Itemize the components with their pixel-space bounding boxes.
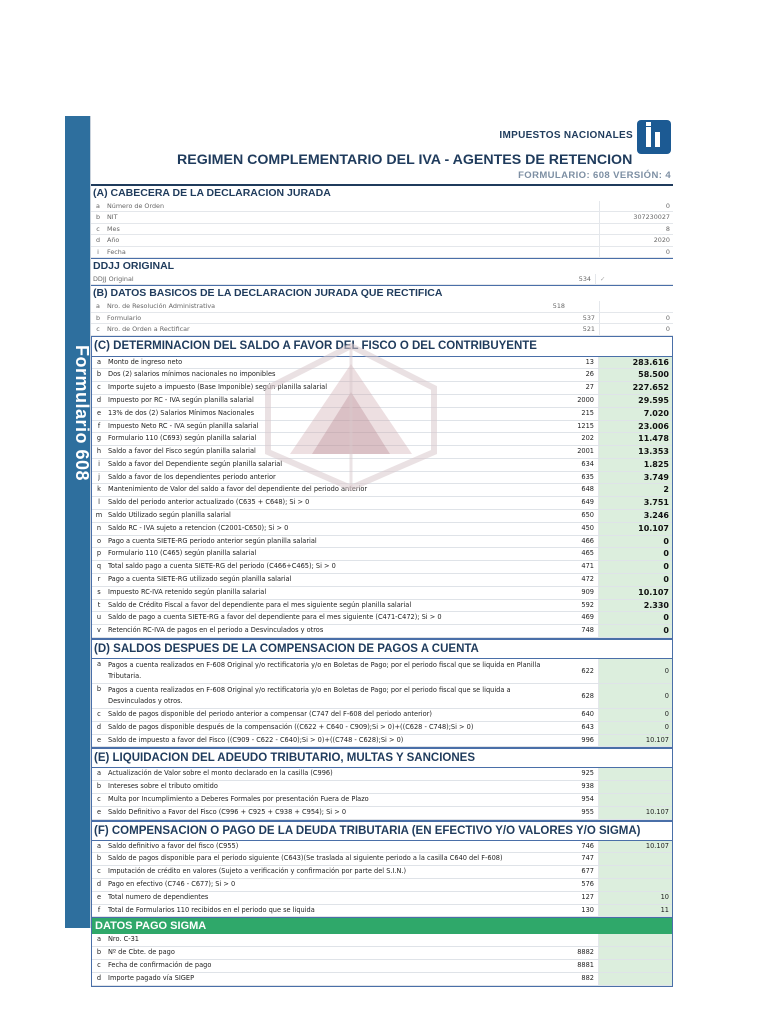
row-label: Impuesto RC-IVA retenido según planilla salarial <box>108 587 267 596</box>
row-letter: a <box>96 841 102 850</box>
section-c <box>91 336 673 640</box>
row-label: Número de Orden <box>107 202 165 210</box>
row-letter: a <box>96 660 102 669</box>
row-code: 127 <box>581 892 594 901</box>
row-label: Nro. de Resolución Administrativa <box>107 302 216 311</box>
table-row <box>92 934 672 947</box>
row-letter: j <box>98 472 100 481</box>
row-label: Dos (2) salarios mínimos nacionales no imponibles <box>108 370 276 379</box>
row-label: Total de Formularios 110 recibidos en el periodo que se liquida <box>108 905 315 914</box>
row-code: 466 <box>581 536 594 545</box>
row-label: Total saldo pago a cuenta SIETE-RG del periodo (C466+C465); Si > 0 <box>108 562 336 571</box>
row-value[interactable] <box>598 781 672 793</box>
row-label: Formulario 110 (C693) según planilla salarial <box>108 434 257 443</box>
row-value[interactable]: 0 <box>598 536 672 548</box>
brand-name: IMPUESTOS NACIONALES <box>499 130 633 141</box>
row-value[interactable]: 0 <box>598 574 672 586</box>
row-value[interactable]: 0 <box>598 548 672 560</box>
row-code: 576 <box>581 880 594 889</box>
row-label: Pagos a cuenta realizados en F-608 Original y/o rectificatoria y/o en Boletas de Pago; por el periodo fiscal que se liquida a Desvinculados y otros. <box>108 686 511 706</box>
row-label: Multa por Incumplimiento a Deberes Formales por presentación Fuera de Plazo <box>108 795 369 804</box>
row-letter: c <box>96 224 100 233</box>
table-row <box>92 973 672 986</box>
sidebar-band <box>65 116 90 928</box>
ddjj-title: DDJJ ORIGINAL <box>91 258 673 274</box>
row-code: 450 <box>581 523 594 532</box>
row-label: Nro. C-31 <box>108 935 139 944</box>
row-label: Saldo a favor del Fisco según planilla salarial <box>108 447 256 456</box>
row-letter: q <box>96 562 102 571</box>
row-code: 537 <box>582 313 595 322</box>
table-row <box>91 201 673 212</box>
row-label: Actualización de Valor sobre el monto declarado en la casilla (C996) <box>108 769 333 778</box>
row-letter: k <box>97 485 101 494</box>
section-a-title: (A) CABECERA DE LA DECLARACION JURADA <box>93 187 331 199</box>
row-label: Saldo a favor de los dependientes periodo anterior <box>108 472 276 481</box>
section-e <box>91 748 673 820</box>
row-code: 748 <box>581 626 594 635</box>
row-code: 8881 <box>577 961 594 969</box>
row-value[interactable]: 3.749 <box>598 472 672 484</box>
row-letter: b <box>96 948 102 957</box>
table-row <box>92 536 672 549</box>
row-code: 8882 <box>577 948 594 957</box>
row-letter: t <box>97 600 101 609</box>
row-code: 215 <box>581 408 594 417</box>
row-label: Mantenimiento de Valor del saldo a favor del dependiente del periodo anterior <box>108 485 368 494</box>
form-number-label: Formulario 608 <box>72 344 92 482</box>
row-label: Formulario <box>107 313 142 322</box>
row-value[interactable]: 10.107 <box>598 523 672 535</box>
row-letter: b <box>96 854 102 863</box>
table-row <box>92 574 672 587</box>
row-value[interactable]: 7.020 <box>598 408 672 420</box>
section-f <box>91 821 673 919</box>
row-label: Intereses sobre el tributo omitido <box>108 782 218 791</box>
row-value[interactable]: 11 <box>598 905 672 917</box>
table-row <box>92 357 672 370</box>
row-label: Saldo RC - IVA sujeto a retencion (C2001-C650); Si > 0 <box>108 523 289 532</box>
row-code: 469 <box>581 613 594 622</box>
row-code: 635 <box>581 472 594 481</box>
row-letter: l <box>98 498 100 507</box>
row-code <box>547 247 599 257</box>
row-value[interactable]: 0 <box>598 722 672 734</box>
table-row <box>92 659 672 684</box>
row-label: Mes <box>107 224 120 233</box>
table-row <box>91 313 673 324</box>
section-c-title: (C) DETERMINACION DEL SALDO A FAVOR DEL FISCO O DEL CONTRIBUYENTE <box>92 336 672 357</box>
row-code: 996 <box>581 735 594 744</box>
table-row <box>92 523 672 536</box>
row-code: 649 <box>581 498 594 507</box>
row-label: NIT <box>107 213 118 222</box>
table-row <box>92 905 672 918</box>
row-letter: f <box>97 421 101 430</box>
row-value[interactable]: 29.595 <box>598 395 672 407</box>
row-letter: a <box>96 302 100 311</box>
row-value[interactable] <box>598 973 672 985</box>
row-value[interactable]: 8 <box>599 224 673 234</box>
row-letter: b <box>96 685 102 694</box>
row-value[interactable]: 10.107 <box>598 841 672 853</box>
row-value[interactable]: 0 <box>599 247 673 257</box>
row-letter: n <box>96 523 102 532</box>
row-value[interactable]: 10 <box>598 892 672 904</box>
row-label: Fecha <box>107 247 126 256</box>
row-code: 26 <box>585 370 594 379</box>
row-code <box>547 201 599 211</box>
row-code: 640 <box>581 710 594 719</box>
row-label: Saldo de pago a cuenta SIETE-RG a favor del dependiente para el mes siguiente (C471-C472); Si > 0 <box>108 613 442 622</box>
row-code: 2001 <box>577 447 594 456</box>
row-code: 634 <box>581 459 594 468</box>
table-row <box>92 587 672 600</box>
row-value[interactable]: 283.616 <box>598 357 672 369</box>
sigma-rows <box>92 934 672 985</box>
table-row <box>91 224 673 235</box>
section-c-rows <box>92 357 672 639</box>
row-letter: p <box>96 549 102 558</box>
table-row <box>92 484 672 497</box>
row-code: 882 <box>581 973 594 982</box>
row-letter: c <box>96 325 100 334</box>
row-code: 471 <box>581 562 594 571</box>
table-row <box>92 421 672 434</box>
table-row <box>92 395 672 408</box>
table-row <box>91 235 673 246</box>
row-letter: h <box>96 447 102 456</box>
row-value[interactable] <box>598 768 672 780</box>
row-letter: u <box>96 613 102 622</box>
row-value[interactable]: 23.006 <box>598 421 672 433</box>
row-value[interactable]: 3.246 <box>598 510 672 522</box>
row-label: Impuesto por RC - IVA según planilla salarial <box>108 395 254 404</box>
table-row <box>91 212 673 223</box>
row-code: 518 <box>552 302 565 311</box>
section-e-rows <box>92 768 672 819</box>
row-code: 465 <box>581 549 594 558</box>
row-letter: i <box>98 459 100 468</box>
row-value[interactable]: 0 <box>598 561 672 573</box>
row-label: Retención RC-IVA de pagos en el periodo a Desvinculados y otros <box>108 626 324 635</box>
row-label: Pago en efectivo (C746 - C677); Si > 0 <box>108 880 236 889</box>
row-code: 955 <box>581 807 594 816</box>
row-code: 746 <box>581 841 594 850</box>
row-value[interactable]: 0 <box>598 612 672 624</box>
ddjj-code: 534 <box>578 274 591 283</box>
table-row <box>91 324 673 335</box>
table-row <box>92 960 672 973</box>
row-value[interactable]: 0 <box>598 659 672 683</box>
row-code: 677 <box>581 867 594 876</box>
row-code: 954 <box>581 795 594 804</box>
row-letter: d <box>96 880 102 889</box>
row-letter: d <box>96 395 102 404</box>
table-row <box>92 625 672 638</box>
row-letter: a <box>96 357 102 366</box>
table-row <box>92 841 672 854</box>
row-code: 13 <box>585 357 594 366</box>
row-code: 643 <box>581 722 594 731</box>
table-row <box>92 879 672 892</box>
row-code <box>547 224 599 234</box>
row-value[interactable] <box>598 853 672 865</box>
table-row <box>92 472 672 485</box>
ddjj-label: DDJJ Original <box>93 274 134 283</box>
row-code: 472 <box>581 575 594 584</box>
row-letter: e <box>96 735 102 744</box>
row-letter: r <box>97 575 101 584</box>
ddjj-row <box>91 274 673 285</box>
row-letter: d <box>96 722 102 731</box>
section-f-rows <box>92 841 672 918</box>
form-sheet <box>90 116 673 982</box>
row-value[interactable]: 10.107 <box>598 587 672 599</box>
row-label: Saldo de pagos disponible para el periodo siguiente (C643)(Se traslada al siguiente periodo a la casilla C640 del F-608) <box>108 854 503 863</box>
row-label: Impuesto Neto RC - IVA según planilla salarial <box>108 421 259 430</box>
section-b-title: (B) DATOS BASICOS DE LA DECLARACION JURADA QUE RECTIFICA <box>91 285 673 301</box>
row-label: Saldo de pagos disponible después de la compensación ((C622 + C640 - C909);Si > 0)+((C628 - C748);Si > 0) <box>108 722 474 731</box>
table-row <box>92 709 672 722</box>
row-code: 1215 <box>577 421 594 430</box>
row-code: 909 <box>581 587 594 596</box>
section-a <box>91 201 673 258</box>
table-row <box>92 612 672 625</box>
row-letter: a <box>96 202 100 210</box>
row-code <box>547 235 599 245</box>
row-value[interactable]: 2020 <box>599 235 673 245</box>
table-row <box>91 247 673 258</box>
row-code: 938 <box>581 782 594 791</box>
table-row <box>92 947 672 960</box>
row-code: 202 <box>581 434 594 443</box>
row-label: Pago a cuenta SIETE-RG periodo anterior según planilla salarial <box>108 536 317 545</box>
table-row <box>92 853 672 866</box>
row-code <box>547 212 599 222</box>
row-code: 925 <box>581 769 594 778</box>
table-row <box>92 369 672 382</box>
table-row <box>92 735 672 748</box>
table-row <box>92 548 672 561</box>
section-d-title: (D) SALDOS DESPUES DE LA COMPENSACION DE PAGOS A CUENTA <box>92 639 672 659</box>
row-code: 2000 <box>577 395 594 404</box>
row-label: Saldo de Crédito Fiscal a favor del dependiente para el mes siguiente según planilla salarial <box>108 600 412 609</box>
form-version: FORMULARIO: 608 VERSIÓN: 4 <box>518 170 671 181</box>
row-label: Formulario 110 (C465) según planilla salarial <box>108 549 257 558</box>
row-label: Pago a cuenta SIETE-RG utilizado según planilla salarial <box>108 575 292 584</box>
sigma-title: DATOS PAGO SIGMA <box>92 918 672 934</box>
row-letter: c <box>97 383 101 392</box>
section-f-title: (F) COMPENSACION O PAGO DE LA DEUDA TRIBUTARIA (EN EFECTIVO Y/O VALORES Y/O SIGMA) <box>92 821 672 841</box>
row-value[interactable]: 10.107 <box>598 807 672 819</box>
row-value[interactable] <box>598 866 672 878</box>
row-letter: v <box>97 626 101 635</box>
row-value[interactable]: 13.353 <box>598 446 672 458</box>
row-letter: f <box>97 905 101 914</box>
row-value[interactable] <box>598 960 672 972</box>
row-letter: d <box>95 236 101 245</box>
row-letter: g <box>96 434 102 443</box>
row-letter: s <box>97 587 101 596</box>
row-value[interactable]: 58.500 <box>598 369 672 381</box>
row-label: Saldo a favor del Dependiente según planilla salarial <box>108 459 283 468</box>
row-value[interactable]: 0 <box>599 324 673 334</box>
row-letter: d <box>96 973 102 982</box>
row-value[interactable]: 227.652 <box>598 382 672 394</box>
row-code: 27 <box>585 383 594 392</box>
row-code: 592 <box>581 600 594 609</box>
row-letter: c <box>97 961 101 969</box>
row-value[interactable]: 307230027 <box>599 212 673 222</box>
row-value[interactable] <box>598 794 672 806</box>
table-row <box>92 866 672 879</box>
table-row <box>92 807 672 820</box>
row-code: 521 <box>582 325 595 334</box>
row-label: Saldo de impuesto a favor del Fisco ((C909 - C622 - C640);Si > 0)+((C748 - C628);Si > 0) <box>108 735 404 744</box>
section-sigma <box>91 918 673 986</box>
form-header <box>91 116 673 184</box>
ddjj-checkbox[interactable]: ✓ <box>595 274 673 284</box>
row-label: Importe sujeto a impuesto (Base Imponible) según planilla salarial <box>108 383 328 392</box>
row-label: 13% de dos (2) Salarios Mínimos Nacionales <box>108 408 255 417</box>
table-row <box>92 510 672 523</box>
row-value[interactable]: 0 <box>598 709 672 721</box>
row-label: Año <box>107 236 120 245</box>
row-code <box>546 934 598 946</box>
row-code: 747 <box>581 854 594 863</box>
table-row <box>92 408 672 421</box>
row-letter: e <box>96 892 102 901</box>
row-value[interactable]: 0 <box>599 313 673 323</box>
row-value[interactable] <box>599 301 673 311</box>
row-value[interactable]: 1.825 <box>598 459 672 471</box>
row-value[interactable]: 0 <box>598 684 672 708</box>
table-row <box>92 446 672 459</box>
table-row <box>92 497 672 510</box>
row-label: Saldo Utilizado según planilla salarial <box>108 511 231 520</box>
row-letter: b <box>95 313 101 322</box>
row-letter: c <box>97 795 101 804</box>
form-title: REGIMEN COMPLEMENTARIO DEL IVA - AGENTES DE RETENCION <box>177 152 633 168</box>
row-code: 628 <box>581 692 594 701</box>
row-letter: b <box>95 213 101 222</box>
table-row <box>92 781 672 794</box>
row-letter: i <box>97 247 99 256</box>
row-value[interactable]: 11.478 <box>598 433 672 445</box>
section-d-rows <box>92 659 672 747</box>
row-value[interactable] <box>598 879 672 891</box>
table-row <box>92 892 672 905</box>
row-letter: e <box>96 408 102 417</box>
row-label: Saldo del periodo anterior actualizado (C635 + C648); Si > 0 <box>108 498 310 507</box>
section-b <box>91 301 673 335</box>
row-value[interactable]: 2.330 <box>598 600 672 612</box>
row-label: Monto de ingreso neto <box>108 357 183 366</box>
table-row <box>92 382 672 395</box>
row-letter: a <box>96 935 102 944</box>
row-code: 648 <box>581 485 594 494</box>
row-value[interactable]: 2 <box>598 484 672 496</box>
row-letter: e <box>96 807 102 816</box>
row-value[interactable]: 0 <box>599 201 673 211</box>
row-letter: c <box>97 867 101 876</box>
row-label: Saldo Definitivo a Favor del Fisco (C996 + C925 + C938 + C954); Si > 0 <box>108 807 347 816</box>
row-value[interactable]: 3.751 <box>598 497 672 509</box>
row-letter: b <box>96 370 102 379</box>
section-d <box>91 639 673 748</box>
table-row <box>92 722 672 735</box>
row-letter: a <box>96 769 102 778</box>
row-code: 622 <box>581 667 594 676</box>
row-label: Saldo de pagos disponible del periodo anterior a compensar (C747 del F-608 del periodo anterior) <box>108 710 432 719</box>
row-letter: c <box>97 710 101 719</box>
row-value[interactable]: 10.107 <box>598 735 672 747</box>
row-letter: o <box>96 536 102 545</box>
table-row <box>92 459 672 472</box>
table-row <box>91 301 673 312</box>
row-code: 650 <box>581 511 594 520</box>
table-row <box>92 600 672 613</box>
impuestos-logo-icon <box>637 120 671 154</box>
table-row <box>92 684 672 709</box>
row-label: Importe pagado vía SIGEP <box>108 973 195 982</box>
row-label: Nro. de Orden a Rectificar <box>107 325 190 334</box>
row-value[interactable] <box>598 947 672 959</box>
row-letter: b <box>96 782 102 791</box>
row-code: 130 <box>581 905 594 914</box>
row-label: Total numero de dependientes <box>108 892 209 901</box>
row-label: Nº de Cbte. de pago <box>108 948 175 957</box>
table-row <box>92 433 672 446</box>
section-e-title: (E) LIQUIDACION DEL ADEUDO TRIBUTARIO, MULTAS Y SANCIONES <box>92 748 672 768</box>
row-label: Saldo definitivo a favor del fisco (C955) <box>108 841 239 850</box>
table-row <box>92 768 672 781</box>
row-label: Imputación de crédito en valores (Sujeto a verificación y confirmación por parte del S.I.N.) <box>108 867 407 876</box>
table-row <box>92 794 672 807</box>
table-row <box>92 561 672 574</box>
row-value[interactable]: 0 <box>598 625 672 637</box>
row-label: Fecha de confirmación de pago <box>108 961 212 969</box>
row-letter: m <box>95 511 103 520</box>
row-label: Pagos a cuenta realizados en F-608 Original y/o rectificatoria y/o en Boletas de Pago; por el periodo fiscal que se liquida en Planilla Tributaria. <box>108 661 541 681</box>
row-value[interactable] <box>598 934 672 946</box>
